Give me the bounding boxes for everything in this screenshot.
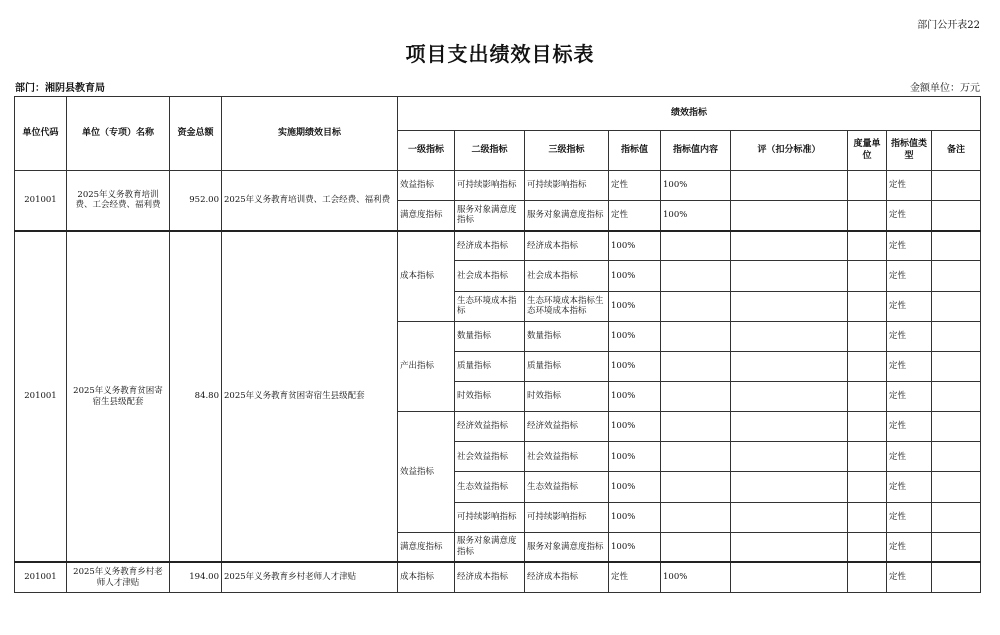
- score-cell: [731, 562, 848, 592]
- level1-cell: 满意度指标: [398, 532, 455, 562]
- header-unit-name: 单位（专项）名称: [67, 97, 170, 171]
- project-name-cell: 2025年义务教育乡村老师人才津贴: [67, 562, 170, 592]
- value-cell: 定性: [609, 562, 661, 592]
- measure-unit-cell: [848, 261, 887, 291]
- remark-cell: [932, 291, 981, 321]
- level3-cell: 生态环境成本指标生态环境成本指标: [525, 291, 609, 321]
- level2-cell: 服务对象满意度指标: [455, 532, 525, 562]
- value-type-cell: 定性: [887, 412, 932, 442]
- amount-unit-label: 金额单位：万元: [910, 83, 980, 94]
- goal-cell: 2025年义务教育乡村老师人才津贴: [222, 562, 398, 592]
- value-content-cell: [661, 442, 731, 472]
- level3-cell: 数量指标: [525, 321, 609, 351]
- page-title: 项目支出绩效目标表: [405, 42, 595, 66]
- remark-cell: [932, 171, 981, 201]
- level2-cell: 经济成本指标: [455, 231, 525, 261]
- level3-cell: 服务对象满意度指标: [525, 201, 609, 231]
- value-type-cell: 定性: [887, 351, 932, 381]
- value-content-cell: [661, 351, 731, 381]
- goal-cell: 2025年义务教育培训费、工会经费、福利费: [222, 171, 398, 231]
- level1-cell: 成本指标: [398, 562, 455, 592]
- score-cell: [731, 351, 848, 381]
- level2-cell: 生态效益指标: [455, 472, 525, 502]
- level3-cell: 生态效益指标: [525, 472, 609, 502]
- measure-unit-cell: [848, 562, 887, 592]
- score-cell: [731, 502, 848, 532]
- value-cell: 100%: [609, 472, 661, 502]
- remark-cell: [932, 261, 981, 291]
- measure-unit-cell: [848, 231, 887, 261]
- level1-cell: 产出指标: [398, 321, 455, 411]
- measure-unit-cell: [848, 472, 887, 502]
- level2-cell: 质量指标: [455, 351, 525, 381]
- value-type-cell: 定性: [887, 291, 932, 321]
- value-content-cell: [661, 532, 731, 562]
- value-content-cell: [661, 502, 731, 532]
- score-cell: [731, 261, 848, 291]
- project-name-cell: 2025年义务教育培训费、工会经费、福利费: [67, 171, 170, 231]
- remark-cell: [932, 562, 981, 592]
- value-type-cell: 定性: [887, 261, 932, 291]
- remark-cell: [932, 201, 981, 231]
- level1-cell: 成本指标: [398, 231, 455, 321]
- level2-cell: 经济效益指标: [455, 412, 525, 442]
- value-content-cell: [661, 472, 731, 502]
- level1-cell: 效益指标: [398, 171, 455, 201]
- level2-cell: 经济成本指标: [455, 562, 525, 592]
- value-cell: 100%: [609, 532, 661, 562]
- header-measure-unit: 度量单位: [848, 131, 887, 171]
- remark-cell: [932, 231, 981, 261]
- form-number: 部门公开表22: [917, 20, 980, 31]
- goal-cell: 2025年义务教育贫困寄宿生县级配套: [222, 231, 398, 563]
- score-cell: [731, 171, 848, 201]
- score-cell: [731, 532, 848, 562]
- value-content-cell: [661, 231, 731, 261]
- measure-unit-cell: [848, 381, 887, 411]
- amount-cell: 194.00: [170, 562, 222, 592]
- measure-unit-cell: [848, 351, 887, 381]
- level1-cell: 效益指标: [398, 412, 455, 533]
- level2-cell: 社会成本指标: [455, 261, 525, 291]
- value-cell: 100%: [609, 261, 661, 291]
- table-row: [15, 231, 981, 261]
- remark-cell: [932, 532, 981, 562]
- value-content-cell: [661, 381, 731, 411]
- level3-cell: 可持续影响指标: [525, 502, 609, 532]
- remark-cell: [932, 502, 981, 532]
- level3-cell: 经济成本指标: [525, 231, 609, 261]
- value-content-cell: [661, 321, 731, 351]
- measure-unit-cell: [848, 171, 887, 201]
- value-cell: 定性: [609, 171, 661, 201]
- level2-cell: 社会效益指标: [455, 442, 525, 472]
- level3-cell: 经济效益指标: [525, 412, 609, 442]
- remark-cell: [932, 442, 981, 472]
- value-cell: 100%: [609, 412, 661, 442]
- value-content-cell: [661, 291, 731, 321]
- score-cell: [731, 201, 848, 231]
- table-row: [15, 562, 981, 592]
- score-cell: [731, 412, 848, 442]
- score-cell: [731, 291, 848, 321]
- level2-cell: 生态环境成本指标: [455, 291, 525, 321]
- header-level3: 三级指标: [525, 131, 609, 171]
- header-remark: 备注: [932, 131, 981, 171]
- score-cell: [731, 472, 848, 502]
- level2-cell: 数量指标: [455, 321, 525, 351]
- value-cell: 100%: [609, 231, 661, 261]
- header-value: 指标值: [609, 131, 661, 171]
- value-content-cell: 100%: [661, 562, 731, 592]
- level3-cell: 时效指标: [525, 381, 609, 411]
- level3-cell: 质量指标: [525, 351, 609, 381]
- header-indicators: 绩效指标: [398, 97, 981, 131]
- measure-unit-cell: [848, 201, 887, 231]
- level3-cell: 社会成本指标: [525, 261, 609, 291]
- measure-unit-cell: [848, 291, 887, 321]
- value-cell: 100%: [609, 321, 661, 351]
- level3-cell: 可持续影响指标: [525, 171, 609, 201]
- department-label: 部门：湘阴县教育局: [15, 83, 105, 94]
- header-total: 资金总额: [170, 97, 222, 171]
- header-value-type: 指标值类型: [887, 131, 932, 171]
- value-type-cell: 定性: [887, 502, 932, 532]
- level3-cell: 经济成本指标: [525, 562, 609, 592]
- score-cell: [731, 381, 848, 411]
- value-content-cell: 100%: [661, 171, 731, 201]
- remark-cell: [932, 472, 981, 502]
- remark-cell: [932, 381, 981, 411]
- level2-cell: 时效指标: [455, 381, 525, 411]
- table-row: [15, 171, 981, 201]
- level2-cell: 服务对象满意度指标: [455, 201, 525, 231]
- level1-cell: 满意度指标: [398, 201, 455, 231]
- value-type-cell: 定性: [887, 231, 932, 261]
- amount-cell: 952.00: [170, 171, 222, 231]
- amount-cell: 84.80: [170, 231, 222, 563]
- value-type-cell: 定性: [887, 381, 932, 411]
- header-score: 评（扣分标准）: [731, 131, 848, 171]
- performance-target-table: [14, 96, 981, 593]
- value-cell: 100%: [609, 381, 661, 411]
- score-cell: [731, 442, 848, 472]
- value-type-cell: 定性: [887, 442, 932, 472]
- value-type-cell: 定性: [887, 321, 932, 351]
- value-content-cell: 100%: [661, 201, 731, 231]
- unit-code-cell: 201001: [15, 562, 67, 592]
- value-content-cell: [661, 412, 731, 442]
- value-type-cell: 定性: [887, 201, 932, 231]
- header-level2: 二级指标: [455, 131, 525, 171]
- level3-cell: 社会效益指标: [525, 442, 609, 472]
- measure-unit-cell: [848, 442, 887, 472]
- level2-cell: 可持续影响指标: [455, 502, 525, 532]
- value-cell: 100%: [609, 502, 661, 532]
- measure-unit-cell: [848, 532, 887, 562]
- header-unit-code: 单位代码: [15, 97, 67, 171]
- measure-unit-cell: [848, 502, 887, 532]
- value-cell: 100%: [609, 442, 661, 472]
- score-cell: [731, 321, 848, 351]
- project-name-cell: 2025年义务教育贫困寄宿生县级配套: [67, 231, 170, 563]
- value-cell: 100%: [609, 291, 661, 321]
- measure-unit-cell: [848, 412, 887, 442]
- value-cell: 100%: [609, 351, 661, 381]
- remark-cell: [932, 321, 981, 351]
- measure-unit-cell: [848, 321, 887, 351]
- unit-code-cell: 201001: [15, 231, 67, 563]
- score-cell: [731, 231, 848, 261]
- remark-cell: [932, 412, 981, 442]
- header-level1: 一级指标: [398, 131, 455, 171]
- header-goal: 实施期绩效目标: [222, 97, 398, 171]
- level2-cell: 可持续影响指标: [455, 171, 525, 201]
- value-type-cell: 定性: [887, 171, 932, 201]
- value-type-cell: 定性: [887, 562, 932, 592]
- value-cell: 定性: [609, 201, 661, 231]
- remark-cell: [932, 351, 981, 381]
- unit-code-cell: 201001: [15, 171, 67, 231]
- value-type-cell: 定性: [887, 472, 932, 502]
- value-type-cell: 定性: [887, 532, 932, 562]
- header-value-content: 指标值内容: [661, 131, 731, 171]
- level3-cell: 服务对象满意度指标: [525, 532, 609, 562]
- value-content-cell: [661, 261, 731, 291]
